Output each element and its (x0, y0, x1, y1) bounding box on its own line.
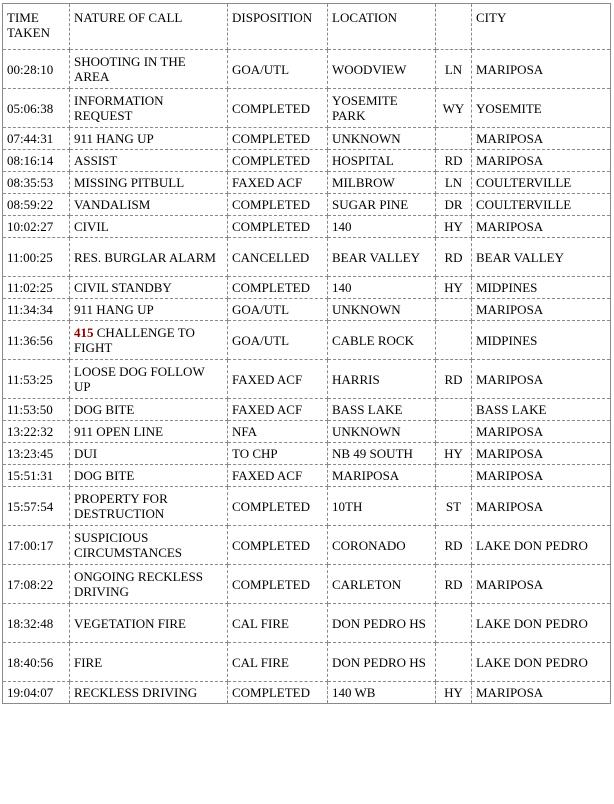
cell-disposition: GOA/UTL (228, 299, 328, 321)
cell-location: UNKNOWN (328, 128, 436, 150)
cell-nature: DOG BITE (70, 465, 228, 487)
cell-time: 15:57:54 (3, 487, 70, 526)
cell-time: 17:08:22 (3, 565, 70, 604)
table-row (3, 216, 611, 238)
cell-city: MARIPOSA (472, 443, 611, 465)
cell-disposition: CAL FIRE (228, 604, 328, 643)
cell-disposition: COMPLETED (228, 277, 328, 299)
call-code: 415 (74, 325, 94, 340)
cell-city: MARIPOSA (472, 150, 611, 172)
cell-disposition: TO CHP (228, 443, 328, 465)
header-row (3, 4, 611, 50)
cell-city: MIDPINES (472, 321, 611, 360)
cell-suffix: LN (436, 50, 472, 89)
cell-time: 10:02:27 (3, 216, 70, 238)
cell-disposition: COMPLETED (228, 526, 328, 565)
cell-suffix: RD (436, 360, 472, 399)
cell-location: CARLETON (328, 565, 436, 604)
table-row (3, 150, 611, 172)
table-row (3, 238, 611, 277)
header-city: CITY (472, 4, 611, 50)
cell-location: UNKNOWN (328, 299, 436, 321)
cell-nature: INFORMATION REQUEST (70, 89, 228, 128)
table-row (3, 604, 611, 643)
cell-time: 19:04:07 (3, 682, 70, 704)
cell-suffix: HY (436, 682, 472, 704)
cell-suffix: RD (436, 526, 472, 565)
cell-time: 15:51:31 (3, 465, 70, 487)
table-row (3, 526, 611, 565)
table-row (3, 443, 611, 465)
cell-location: 10TH (328, 487, 436, 526)
table-row (3, 277, 611, 299)
cell-city: YOSEMITE (472, 89, 611, 128)
cell-suffix (436, 299, 472, 321)
cell-suffix: HY (436, 443, 472, 465)
table-row (3, 172, 611, 194)
cell-location: DON PEDRO HS (328, 643, 436, 682)
cell-time: 18:32:48 (3, 604, 70, 643)
cell-location: UNKNOWN (328, 421, 436, 443)
cell-location: HARRIS (328, 360, 436, 399)
cell-suffix (436, 421, 472, 443)
cell-nature: 911 HANG UP (70, 128, 228, 150)
cell-nature: PROPERTY FOR DESTRUCTION (70, 487, 228, 526)
cell-suffix: RD (436, 150, 472, 172)
cell-time: 00:28:10 (3, 50, 70, 89)
cell-suffix: WY (436, 89, 472, 128)
table-row (3, 50, 611, 89)
cell-time: 11:53:50 (3, 399, 70, 421)
cell-time: 08:59:22 (3, 194, 70, 216)
call-description: CHALLENGE TO FIGHT (74, 325, 195, 355)
cell-nature (70, 321, 228, 360)
table-row (3, 682, 611, 704)
table-row (3, 321, 611, 360)
cell-city: MARIPOSA (472, 465, 611, 487)
header-nature: NATURE OF CALL (70, 4, 228, 50)
table-row (3, 465, 611, 487)
cell-nature: 911 HANG UP (70, 299, 228, 321)
cell-location: SUGAR PINE (328, 194, 436, 216)
cell-nature: VANDALISM (70, 194, 228, 216)
cell-location: MARIPOSA (328, 465, 436, 487)
cell-city: MARIPOSA (472, 128, 611, 150)
cell-disposition: COMPLETED (228, 565, 328, 604)
table-row (3, 299, 611, 321)
cell-nature: DOG BITE (70, 399, 228, 421)
cell-time: 11:36:56 (3, 321, 70, 360)
cell-time: 11:02:25 (3, 277, 70, 299)
cell-nature: CIVIL (70, 216, 228, 238)
cell-city: COULTERVILLE (472, 172, 611, 194)
cell-location: BASS LAKE (328, 399, 436, 421)
cell-nature: FIRE (70, 643, 228, 682)
cell-city: MARIPOSA (472, 421, 611, 443)
cell-location: 140 (328, 277, 436, 299)
cell-disposition: COMPLETED (228, 194, 328, 216)
cell-location: CABLE ROCK (328, 321, 436, 360)
cell-disposition: NFA (228, 421, 328, 443)
cell-disposition: FAXED ACF (228, 399, 328, 421)
header-time: TIME TAKEN (3, 4, 70, 50)
cell-suffix (436, 465, 472, 487)
cell-location: WOODVIEW (328, 50, 436, 89)
cell-city: MIDPINES (472, 277, 611, 299)
cell-city: MARIPOSA (472, 216, 611, 238)
cell-nature: DUI (70, 443, 228, 465)
cell-location: 140 WB (328, 682, 436, 704)
cell-location: HOSPITAL (328, 150, 436, 172)
cell-time: 11:34:34 (3, 299, 70, 321)
cell-time: 13:22:32 (3, 421, 70, 443)
cell-time: 07:44:31 (3, 128, 70, 150)
cell-suffix: HY (436, 277, 472, 299)
cell-nature: ONGOING RECKLESS DRIVING (70, 565, 228, 604)
cell-city: MARIPOSA (472, 682, 611, 704)
cell-time: 17:00:17 (3, 526, 70, 565)
cell-location: MILBROW (328, 172, 436, 194)
cell-disposition: CAL FIRE (228, 643, 328, 682)
cell-city: MARIPOSA (472, 487, 611, 526)
cell-suffix (436, 321, 472, 360)
cell-suffix: LN (436, 172, 472, 194)
cell-nature: CIVIL STANDBY (70, 277, 228, 299)
cell-city: LAKE DON PEDRO (472, 643, 611, 682)
table-row (3, 565, 611, 604)
cell-city: MARIPOSA (472, 565, 611, 604)
table-row (3, 643, 611, 682)
cell-disposition: COMPLETED (228, 89, 328, 128)
header-disposition: DISPOSITION (228, 4, 328, 50)
cell-city: COULTERVILLE (472, 194, 611, 216)
cell-disposition: COMPLETED (228, 682, 328, 704)
cell-suffix: DR (436, 194, 472, 216)
cell-nature: RECKLESS DRIVING (70, 682, 228, 704)
cell-location: YOSEMITE PARK (328, 89, 436, 128)
cell-city: LAKE DON PEDRO (472, 604, 611, 643)
cell-time: 18:40:56 (3, 643, 70, 682)
cell-time: 13:23:45 (3, 443, 70, 465)
cell-disposition: CANCELLED (228, 238, 328, 277)
cell-location: 140 (328, 216, 436, 238)
cell-city: LAKE DON PEDRO (472, 526, 611, 565)
cell-city: MARIPOSA (472, 360, 611, 399)
cell-disposition: GOA/UTL (228, 50, 328, 89)
table-row (3, 194, 611, 216)
cell-disposition: COMPLETED (228, 487, 328, 526)
cell-suffix: HY (436, 216, 472, 238)
cell-disposition: FAXED ACF (228, 465, 328, 487)
cell-location: DON PEDRO HS (328, 604, 436, 643)
table-row (3, 360, 611, 399)
cell-suffix (436, 399, 472, 421)
cell-nature: VEGETATION FIRE (70, 604, 228, 643)
table-row (3, 89, 611, 128)
call-log-table (2, 3, 611, 704)
cell-time: 08:35:53 (3, 172, 70, 194)
cell-suffix: RD (436, 565, 472, 604)
header-suffix (436, 4, 472, 50)
table-row (3, 487, 611, 526)
table-header (3, 4, 611, 50)
cell-nature: RES. BURGLAR ALARM (70, 238, 228, 277)
cell-disposition: FAXED ACF (228, 360, 328, 399)
cell-suffix (436, 604, 472, 643)
cell-location: NB 49 SOUTH (328, 443, 436, 465)
cell-disposition: GOA/UTL (228, 321, 328, 360)
cell-suffix (436, 128, 472, 150)
cell-suffix: RD (436, 238, 472, 277)
cell-nature: SUSPICIOUS CIRCUMSTANCES (70, 526, 228, 565)
cell-disposition: COMPLETED (228, 150, 328, 172)
cell-nature: LOOSE DOG FOLLOW UP (70, 360, 228, 399)
cell-city: MARIPOSA (472, 50, 611, 89)
cell-nature: SHOOTING IN THE AREA (70, 50, 228, 89)
cell-nature: MISSING PITBULL (70, 172, 228, 194)
cell-location: BEAR VALLEY (328, 238, 436, 277)
cell-nature: ASSIST (70, 150, 228, 172)
header-location: LOCATION (328, 4, 436, 50)
cell-suffix: ST (436, 487, 472, 526)
table-row (3, 399, 611, 421)
cell-disposition: COMPLETED (228, 128, 328, 150)
cell-city: MARIPOSA (472, 299, 611, 321)
cell-time: 11:53:25 (3, 360, 70, 399)
cell-time: 11:00:25 (3, 238, 70, 277)
cell-suffix (436, 643, 472, 682)
cell-location: CORONADO (328, 526, 436, 565)
cell-city: BEAR VALLEY (472, 238, 611, 277)
cell-city: BASS LAKE (472, 399, 611, 421)
cell-disposition: FAXED ACF (228, 172, 328, 194)
cell-time: 05:06:38 (3, 89, 70, 128)
cell-nature: 911 OPEN LINE (70, 421, 228, 443)
table-body (3, 50, 611, 704)
cell-time: 08:16:14 (3, 150, 70, 172)
table-row (3, 421, 611, 443)
table-row (3, 128, 611, 150)
cell-disposition: COMPLETED (228, 216, 328, 238)
